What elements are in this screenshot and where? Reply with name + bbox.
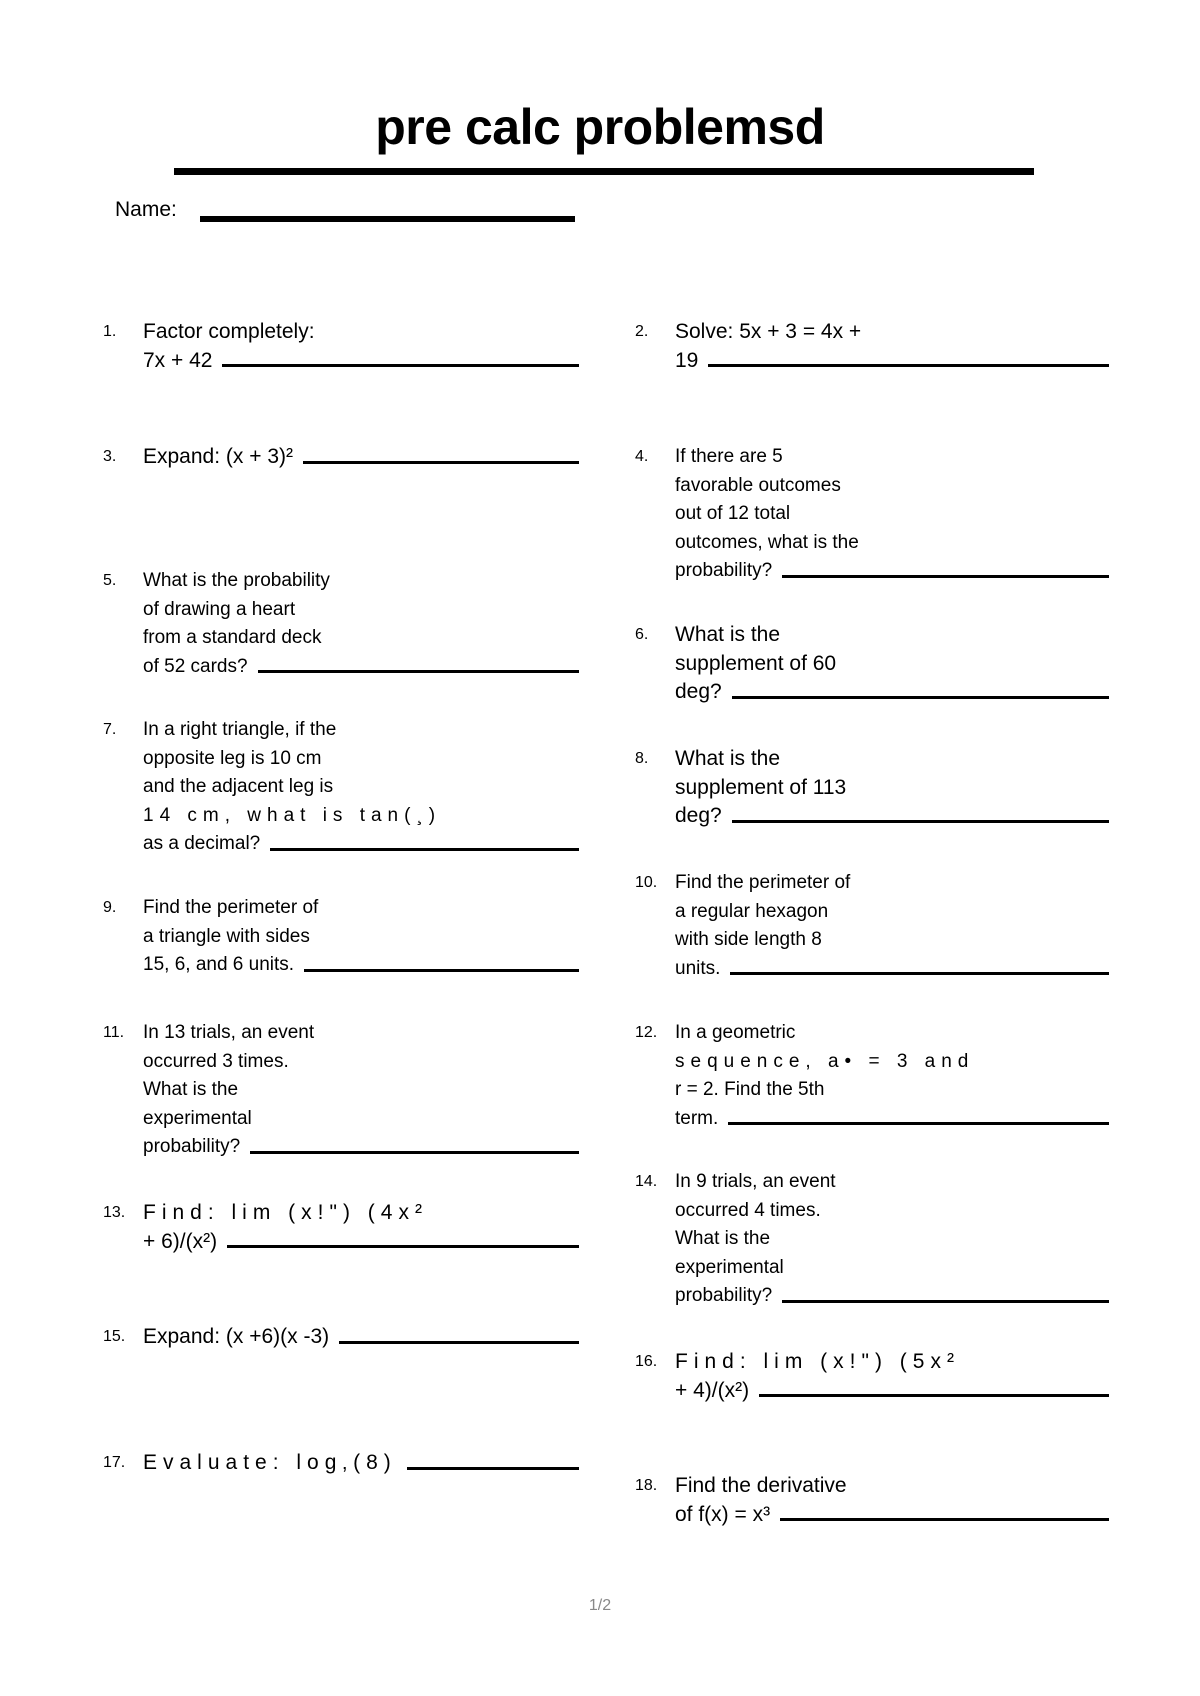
- problem-16: [635, 1348, 1109, 1405]
- title-rule: [174, 168, 1034, 175]
- problem-10: [635, 869, 1109, 983]
- problem-text-line: In 13 trials, an event: [143, 1022, 315, 1043]
- answer-line[interactable]: [339, 1341, 579, 1344]
- problem-text-line: probability?: [675, 1285, 773, 1306]
- problem-13: [103, 1199, 579, 1256]
- problem-text-line: + 4)/(x²): [675, 1378, 750, 1402]
- problem-8: [635, 745, 1109, 831]
- problem-17: [103, 1449, 579, 1478]
- problem-text-line: + 6)/(x²): [143, 1229, 218, 1253]
- problem-final-line: [143, 830, 579, 859]
- problem-text-line: occurred 4 times.: [675, 1199, 821, 1221]
- problem-text-line: with side length 8: [675, 929, 822, 950]
- problem-15: [103, 1323, 579, 1352]
- problem-2: [635, 318, 1109, 375]
- problem-number: 17.: [103, 1454, 126, 1471]
- problem-text-line: In a right triangle, if the: [143, 719, 337, 740]
- problem-number: 2.: [635, 323, 649, 340]
- answer-line[interactable]: [730, 972, 1109, 975]
- problem-text-line: of f(x) = x³: [675, 1502, 771, 1526]
- problem-final-line: [675, 557, 1109, 586]
- problem-11: [103, 1019, 579, 1162]
- problem-number: 18.: [635, 1477, 658, 1494]
- problem-final-line: [675, 1377, 1109, 1406]
- problem-text-line: 14 cm, what is tan(¸): [143, 804, 442, 826]
- answer-line[interactable]: [780, 1518, 1109, 1521]
- answer-line[interactable]: [782, 575, 1109, 578]
- problem-final-line: [143, 653, 579, 682]
- problem-6: [635, 621, 1109, 707]
- answer-line[interactable]: [270, 848, 579, 851]
- problem-text-line: What is the probability: [143, 570, 330, 591]
- problem-4: [635, 443, 1109, 586]
- problem-number: 1.: [103, 323, 117, 340]
- problem-number: 4.: [635, 448, 649, 465]
- problem-text-line: supplement of 60: [675, 651, 837, 675]
- problem-text-line: probability?: [143, 1136, 241, 1157]
- problem-number: 16.: [635, 1353, 658, 1370]
- problem-text-line: a regular hexagon: [675, 900, 829, 922]
- problem-final-line: [675, 1282, 1109, 1311]
- problem-text-line: term.: [675, 1107, 719, 1129]
- answer-line[interactable]: [303, 461, 579, 464]
- name-answer-line[interactable]: [200, 216, 575, 222]
- answer-line[interactable]: [250, 1151, 579, 1154]
- problem-final-line: [143, 1323, 579, 1352]
- problem-text-line: In 9 trials, an event: [675, 1171, 836, 1192]
- problem-text-line: from a standard deck: [143, 627, 322, 648]
- problem-text-line: What is the: [675, 623, 781, 646]
- problem-text-line: favorable outcomes: [675, 474, 841, 496]
- name-label: Name:: [115, 198, 177, 221]
- problem-number: 6.: [635, 626, 649, 643]
- problem-text-line: as a decimal?: [143, 833, 261, 854]
- problem-text-line: experimental: [675, 1256, 784, 1278]
- problem-text-line: In a geometric: [675, 1022, 796, 1043]
- problem-text-line: Find: lim (x!") (5x²: [675, 1350, 960, 1373]
- problem-text-line: 15, 6, and 6 units.: [143, 954, 295, 975]
- problem-number: 5.: [103, 572, 117, 589]
- problem-final-line: [143, 1228, 579, 1257]
- answer-line[interactable]: [732, 820, 1109, 823]
- problem-number: 9.: [103, 899, 117, 916]
- problem-text-line: Find the perimeter of: [675, 872, 851, 893]
- problem-text-line: deg?: [675, 680, 722, 703]
- problem-number: 14.: [635, 1173, 658, 1190]
- problem-text-line: deg?: [675, 804, 722, 827]
- problem-number: 3.: [103, 448, 117, 465]
- problem-text-line: r = 2. Find the 5th: [675, 1079, 825, 1100]
- problem-text-line: Expand: (x + 3)²: [143, 445, 293, 468]
- problem-text-line: out of 12 total: [675, 503, 791, 524]
- problem-1: [103, 318, 579, 375]
- problem-14: [635, 1168, 1109, 1311]
- problem-final-line: [675, 955, 1109, 984]
- problem-final-line: [143, 951, 579, 980]
- problem-18: [635, 1472, 1109, 1529]
- problem-text-line: What is the: [675, 747, 781, 770]
- problem-text-line: probability?: [675, 560, 773, 581]
- problem-text-line: experimental: [143, 1107, 252, 1129]
- problem-text-line: 19: [675, 348, 699, 372]
- problem-final-line: [675, 678, 1109, 707]
- answer-line[interactable]: [227, 1245, 579, 1248]
- problem-final-line: [675, 1501, 1109, 1530]
- problem-number: 15.: [103, 1328, 126, 1345]
- problem-7: [103, 716, 579, 859]
- problem-final-line: [143, 1449, 579, 1478]
- problem-text-line: and the adjacent leg is: [143, 776, 334, 797]
- problem-number: 13.: [103, 1204, 126, 1221]
- problem-final-line: [675, 1105, 1109, 1134]
- problem-text-line: Expand: (x +6)(x -3): [143, 1325, 330, 1348]
- page-number: 1/2: [588, 1597, 612, 1614]
- problem-text-line: If there are 5: [675, 446, 783, 467]
- answer-line[interactable]: [304, 969, 579, 972]
- problem-text-line: units.: [675, 957, 721, 979]
- problem-final-line: [143, 443, 579, 472]
- answer-line[interactable]: [708, 364, 1109, 367]
- problem-final-line: [143, 1133, 579, 1162]
- problem-text-line: a triangle with sides: [143, 925, 310, 947]
- answer-line[interactable]: [759, 1394, 1109, 1397]
- problem-text-line: of 52 cards?: [143, 655, 248, 677]
- problem-text-line: Solve: 5x + 3 = 4x +: [675, 320, 862, 343]
- problem-text-line: Evaluate: log‚(8): [143, 1451, 397, 1474]
- problem-text-line: Find the derivative: [675, 1474, 847, 1497]
- problem-text-line: opposite leg is 10 cm: [143, 747, 322, 769]
- problem-text-line: What is the: [675, 1228, 771, 1249]
- problem-text-line: outcomes, what is the: [675, 531, 859, 553]
- answer-line[interactable]: [782, 1300, 1109, 1303]
- problem-12: [635, 1019, 1109, 1133]
- problem-text-line: supplement of 113: [675, 775, 847, 799]
- problem-number: 11.: [103, 1024, 125, 1041]
- problem-number: 8.: [635, 750, 649, 767]
- problem-9: [103, 894, 579, 980]
- problem-text-line: What is the: [143, 1079, 239, 1100]
- answer-line[interactable]: [732, 696, 1109, 699]
- problem-final-line: [143, 347, 579, 376]
- answer-line[interactable]: [258, 670, 579, 673]
- answer-line[interactable]: [222, 364, 579, 367]
- answer-line[interactable]: [407, 1467, 579, 1470]
- problem-text-line: 7x + 42: [143, 348, 213, 372]
- problem-text-line: Find the perimeter of: [143, 897, 319, 918]
- problem-text-line: Find: lim (x!") (4x²: [143, 1201, 428, 1224]
- problem-number: 12.: [635, 1024, 658, 1041]
- problem-5: [103, 567, 579, 681]
- problem-text-line: occurred 3 times.: [143, 1050, 289, 1072]
- worksheet-title: pre calc problemsd: [375, 99, 825, 155]
- problem-final-line: [675, 802, 1109, 831]
- problem-text-line: Factor completely:: [143, 320, 315, 343]
- problem-final-line: [675, 347, 1109, 376]
- problem-text-line: sequence, a• = 3 and: [675, 1050, 975, 1072]
- problem-text-line: of drawing a heart: [143, 598, 296, 620]
- problem-3: [103, 443, 579, 472]
- problem-number: 10.: [635, 874, 658, 891]
- answer-line[interactable]: [728, 1122, 1109, 1125]
- problem-number: 7.: [103, 721, 117, 738]
